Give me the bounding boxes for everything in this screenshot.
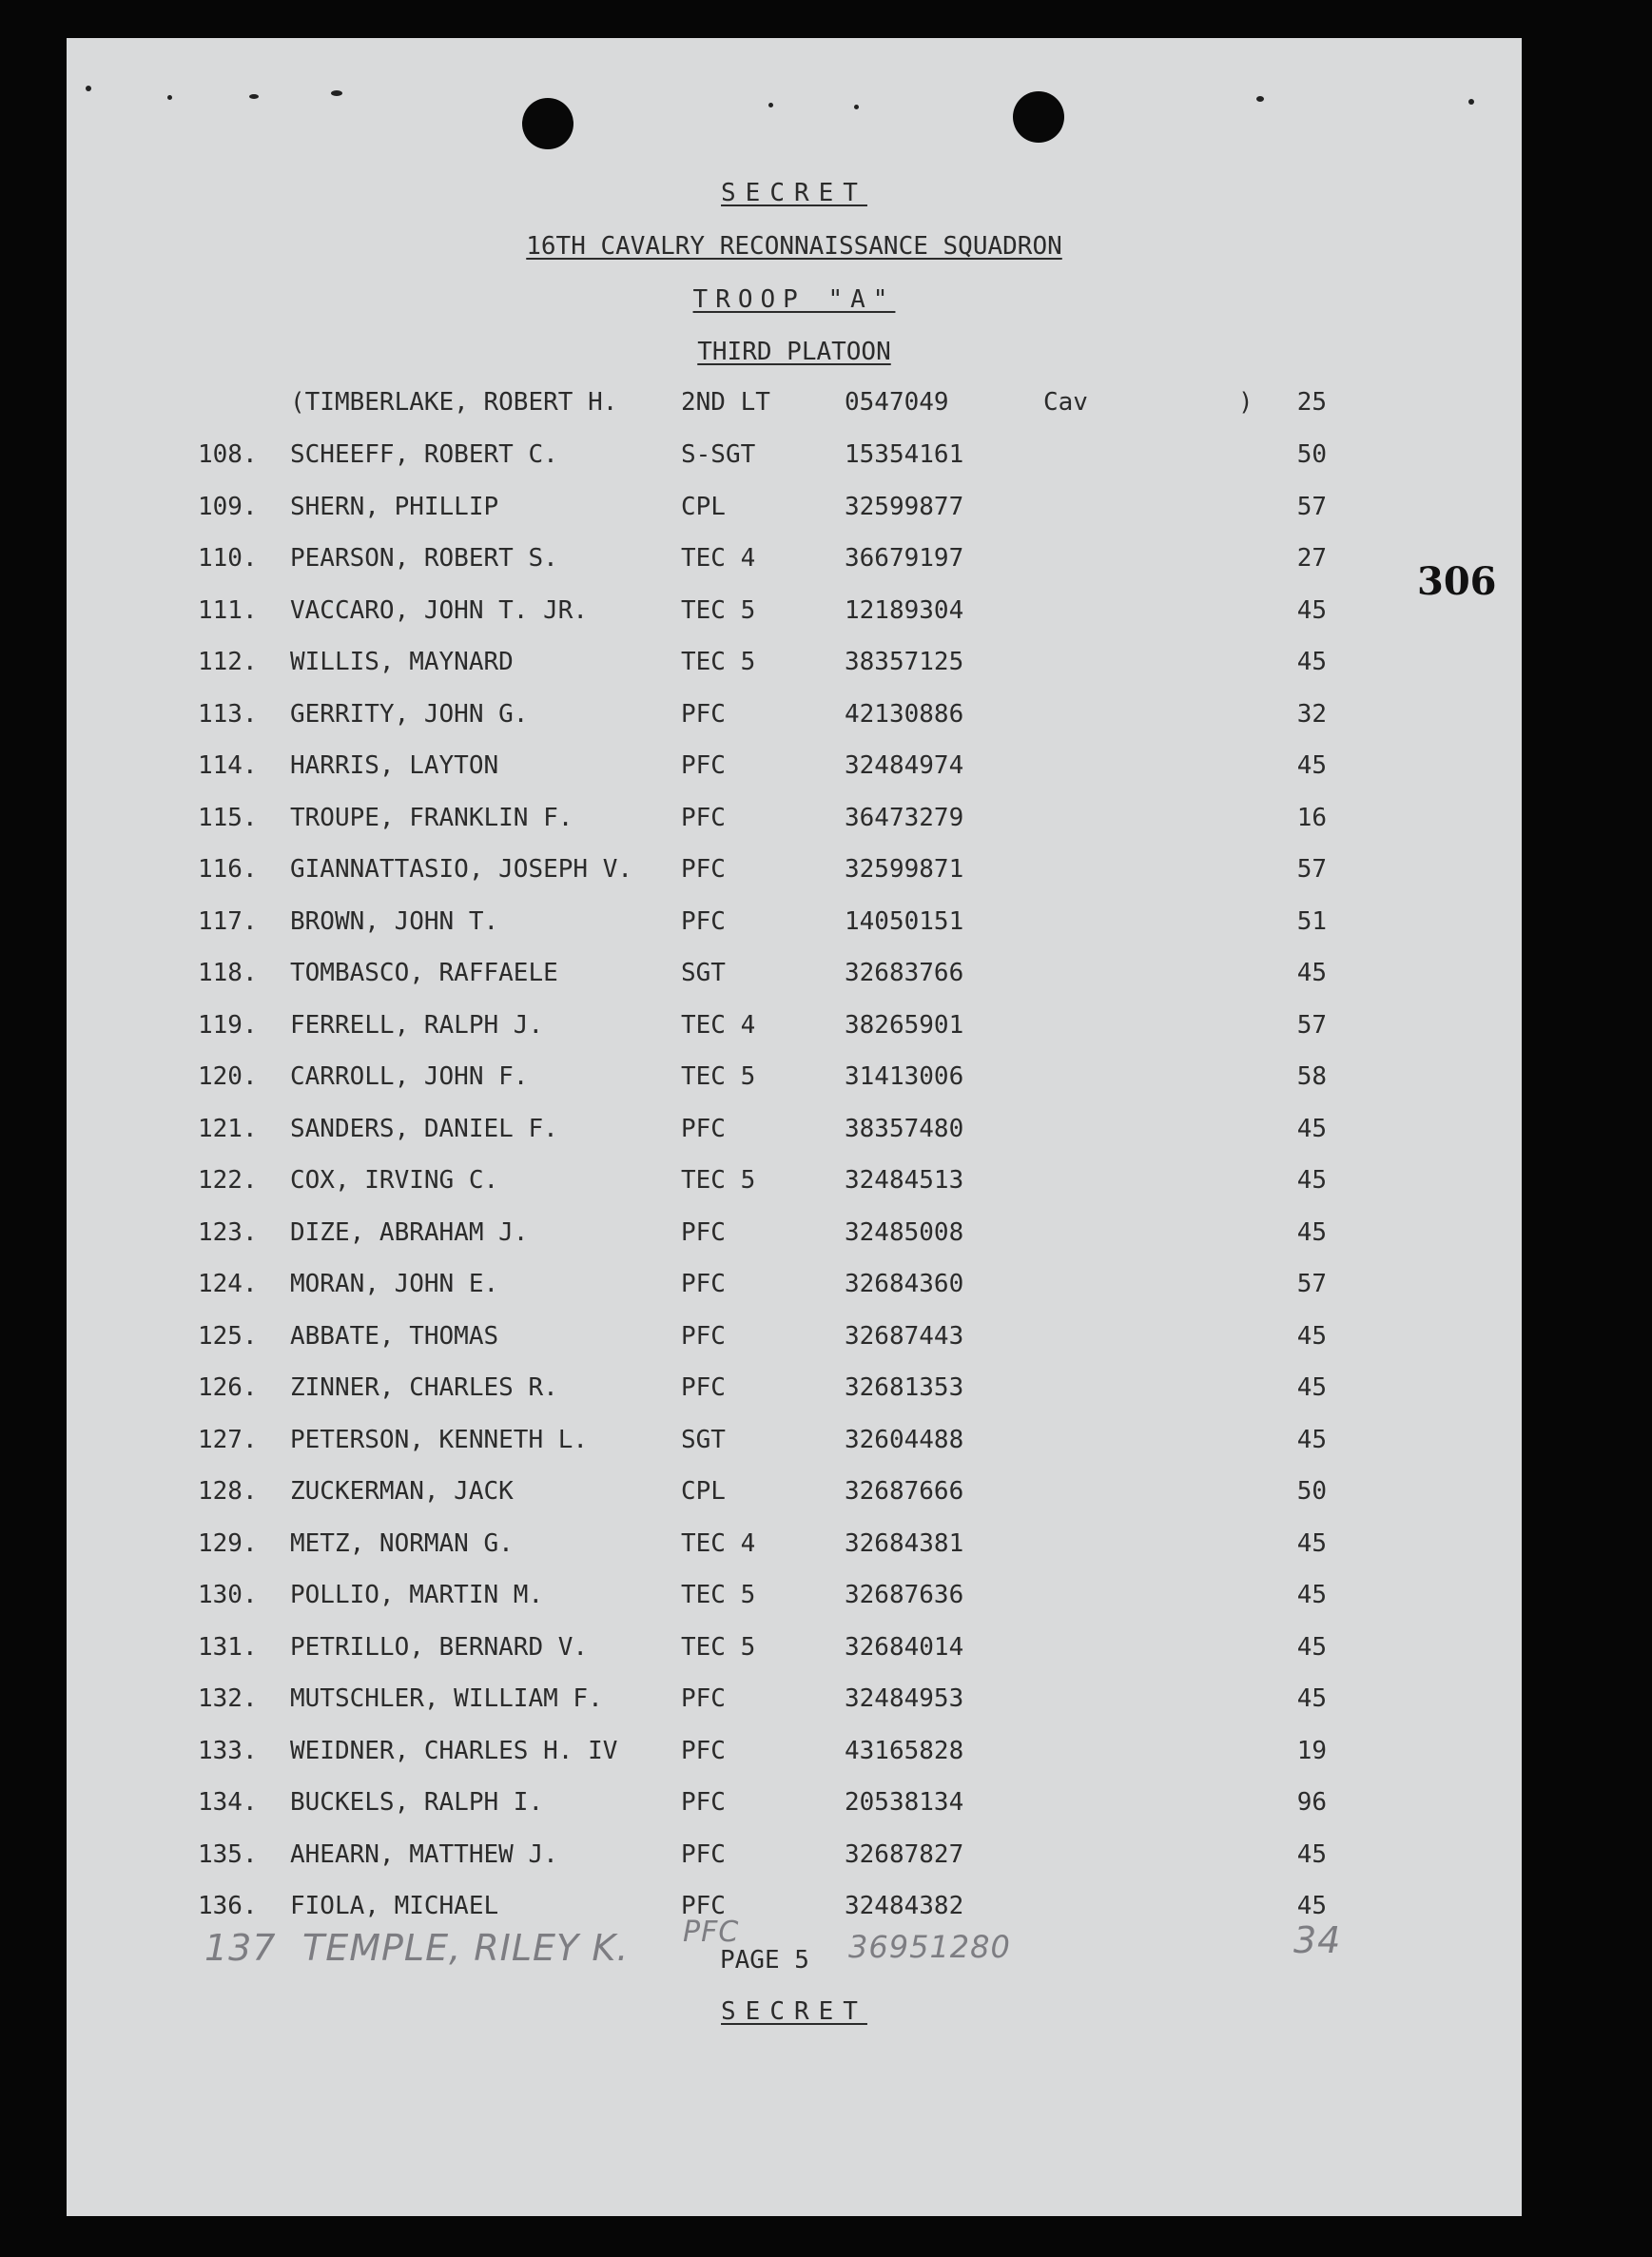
officer-row — [0, 388, 1652, 426]
row-rank: PFC — [681, 700, 726, 729]
row-points: 51 — [1296, 907, 1327, 936]
row-rank: TEC 4 — [681, 544, 756, 573]
roster-row — [0, 1788, 1652, 1826]
row-name: FIOLA, MICHAEL — [290, 1892, 499, 1920]
handwritten-points: 34 — [1293, 1919, 1342, 1961]
row-rank: PFC — [681, 1684, 726, 1713]
row-serial: 32485008 — [845, 1218, 964, 1247]
row-name: ZUCKERMAN, JACK — [290, 1477, 514, 1506]
row-points: 45 — [1296, 1115, 1327, 1143]
row-number: 111. — [198, 596, 258, 625]
row-rank: S-SGT — [681, 440, 756, 469]
row-number: 130. — [198, 1581, 258, 1609]
row-points: 58 — [1296, 1062, 1327, 1091]
unit-title: 16TH CAVALRY RECONNAISSANCE SQUADRON — [526, 232, 1062, 261]
row-points: 45 — [1296, 959, 1327, 987]
row-rank: TEC 5 — [681, 1062, 756, 1091]
handwritten-row — [0, 1916, 1652, 1969]
row-number: 131. — [198, 1633, 258, 1662]
row-name: ABBATE, THOMAS — [290, 1322, 499, 1351]
row-points: 96 — [1296, 1788, 1327, 1817]
row-points: 45 — [1296, 596, 1327, 625]
row-number: 121. — [198, 1115, 258, 1143]
row-points: 57 — [1296, 1011, 1327, 1040]
row-number: 123. — [198, 1218, 258, 1247]
row-points: 45 — [1296, 1684, 1327, 1713]
roster-row — [0, 1166, 1652, 1204]
row-serial: 38265901 — [845, 1011, 964, 1040]
row-serial: 43165828 — [845, 1737, 964, 1765]
row-number: 113. — [198, 700, 258, 729]
row-serial: 36473279 — [845, 804, 964, 832]
handwritten-number: 137 — [204, 1927, 277, 1969]
officer-points: 25 — [1296, 388, 1327, 417]
row-rank: TEC 5 — [681, 648, 756, 676]
row-serial: 38357480 — [845, 1115, 964, 1143]
speck — [854, 105, 859, 109]
row-number: 136. — [198, 1892, 258, 1920]
roster-row — [0, 1684, 1652, 1722]
row-rank: PFC — [681, 804, 726, 832]
row-rank: PFC — [681, 1788, 726, 1817]
row-number: 114. — [198, 751, 258, 780]
row-name: PETRILLO, BERNARD V. — [290, 1633, 589, 1662]
punch-hole-left — [522, 98, 573, 149]
row-number: 124. — [198, 1270, 258, 1298]
row-points: 45 — [1296, 751, 1327, 780]
row-rank: PFC — [681, 907, 726, 936]
row-points: 45 — [1296, 1218, 1327, 1247]
roster-row — [0, 1426, 1652, 1464]
row-serial: 36679197 — [845, 544, 964, 573]
row-name: TOMBASCO, RAFFAELE — [290, 959, 558, 987]
classification-footer: SECRET — [721, 1997, 867, 2026]
roster-row — [0, 1322, 1652, 1360]
row-serial: 32599877 — [845, 493, 964, 521]
row-number: 125. — [198, 1322, 258, 1351]
roster-row — [0, 1270, 1652, 1308]
row-rank: PFC — [681, 1737, 726, 1765]
row-name: MUTSCHLER, WILLIAM F. — [290, 1684, 603, 1713]
row-name: COX, IRVING C. — [290, 1166, 499, 1195]
row-rank: PFC — [681, 1840, 726, 1869]
roster-row — [0, 596, 1652, 634]
officer-bracket: ) — [1238, 388, 1254, 417]
row-number: 128. — [198, 1477, 258, 1506]
row-serial: 32604488 — [845, 1426, 964, 1454]
row-number: 134. — [198, 1788, 258, 1817]
roster-row — [0, 751, 1652, 789]
row-number: 133. — [198, 1737, 258, 1765]
row-rank: SGT — [681, 1426, 726, 1454]
speck — [1256, 96, 1264, 102]
row-number: 112. — [198, 648, 258, 676]
roster-row — [0, 1218, 1652, 1256]
row-name: BUCKELS, RALPH I. — [290, 1788, 544, 1817]
row-name: PEARSON, ROBERT S. — [290, 544, 558, 573]
row-serial: 32687666 — [845, 1477, 964, 1506]
row-points: 45 — [1296, 1581, 1327, 1609]
row-serial: 32684360 — [845, 1270, 964, 1298]
speck — [86, 86, 91, 91]
row-name: DIZE, ABRAHAM J. — [290, 1218, 529, 1247]
row-serial: 32484382 — [845, 1892, 964, 1920]
roster-row — [0, 1840, 1652, 1878]
row-name: HARRIS, LAYTON — [290, 751, 499, 780]
row-name: MORAN, JOHN E. — [290, 1270, 499, 1298]
row-points: 16 — [1296, 804, 1327, 832]
row-number: 110. — [198, 544, 258, 573]
row-serial: 15354161 — [845, 440, 964, 469]
row-rank: PFC — [681, 855, 726, 884]
row-points: 45 — [1296, 648, 1327, 676]
row-rank: TEC 5 — [681, 1633, 756, 1662]
row-serial: 32683766 — [845, 959, 964, 987]
row-name: WILLIS, MAYNARD — [290, 648, 514, 676]
handwritten-name: TEMPLE, RILEY K. — [302, 1927, 630, 1969]
roster-row — [0, 493, 1652, 531]
row-serial: 20538134 — [845, 1788, 964, 1817]
row-number: 108. — [198, 440, 258, 469]
row-name: METZ, NORMAN G. — [290, 1529, 514, 1558]
row-rank: TEC 5 — [681, 596, 756, 625]
row-serial: 32681353 — [845, 1373, 964, 1402]
row-name: ZINNER, CHARLES R. — [290, 1373, 558, 1402]
row-rank: PFC — [681, 1270, 726, 1298]
officer-serial: 0547049 — [845, 388, 949, 417]
row-rank: TEC 5 — [681, 1166, 756, 1195]
roster-row — [0, 1373, 1652, 1411]
row-rank: CPL — [681, 1477, 726, 1506]
roster-row — [0, 648, 1652, 686]
row-number: 117. — [198, 907, 258, 936]
troop-title: TROOP "A" — [692, 285, 896, 314]
roster-row — [0, 1737, 1652, 1775]
roster-row — [0, 1011, 1652, 1049]
row-number: 116. — [198, 855, 258, 884]
roster-row — [0, 959, 1652, 997]
speck — [249, 94, 259, 99]
row-name: AHEARN, MATTHEW J. — [290, 1840, 558, 1869]
roster-row — [0, 1062, 1652, 1100]
row-number: 115. — [198, 804, 258, 832]
row-points: 57 — [1296, 855, 1327, 884]
row-points: 50 — [1296, 1477, 1327, 1506]
row-points: 45 — [1296, 1529, 1327, 1558]
row-number: 127. — [198, 1426, 258, 1454]
punch-hole-right — [1013, 91, 1064, 143]
classification-header: SECRET — [721, 179, 867, 207]
row-number: 135. — [198, 1840, 258, 1869]
row-rank: PFC — [681, 1373, 726, 1402]
row-serial: 32599871 — [845, 855, 964, 884]
row-number: 120. — [198, 1062, 258, 1091]
row-name: POLLIO, MARTIN M. — [290, 1581, 544, 1609]
row-points: 45 — [1296, 1633, 1327, 1662]
officer-name: (TIMBERLAKE, ROBERT H. — [290, 388, 618, 417]
row-serial: 31413006 — [845, 1062, 964, 1091]
row-points: 45 — [1296, 1892, 1327, 1920]
row-serial: 32484513 — [845, 1166, 964, 1195]
row-rank: CPL — [681, 493, 726, 521]
roster-row — [0, 1581, 1652, 1619]
row-serial: 32684381 — [845, 1529, 964, 1558]
row-rank: TEC 4 — [681, 1011, 756, 1040]
row-name: WEIDNER, CHARLES H. IV — [290, 1737, 618, 1765]
roster-row — [0, 804, 1652, 842]
row-rank: TEC 5 — [681, 1581, 756, 1609]
row-points: 32 — [1296, 700, 1327, 729]
speck — [768, 103, 773, 107]
row-points: 45 — [1296, 1426, 1327, 1454]
roster-row — [0, 700, 1652, 738]
officer-rank: 2ND LT — [681, 388, 770, 417]
row-name: SCHEEFF, ROBERT C. — [290, 440, 558, 469]
roster-row — [0, 1529, 1652, 1567]
row-rank: PFC — [681, 751, 726, 780]
row-name: CARROLL, JOHN F. — [290, 1062, 529, 1091]
speck — [331, 90, 342, 96]
row-serial: 42130886 — [845, 700, 964, 729]
row-name: BROWN, JOHN T. — [290, 907, 499, 936]
roster-row — [0, 1633, 1652, 1671]
row-name: SANDERS, DANIEL F. — [290, 1115, 558, 1143]
row-points: 19 — [1296, 1737, 1327, 1765]
row-number: 132. — [198, 1684, 258, 1713]
handwritten-serial: 36951280 — [848, 1929, 1011, 1965]
row-points: 45 — [1296, 1373, 1327, 1402]
row-rank: PFC — [681, 1218, 726, 1247]
speck — [1468, 99, 1474, 105]
row-serial: 32687827 — [845, 1840, 964, 1869]
officer-branch: Cav — [1043, 388, 1088, 417]
roster-row — [0, 1892, 1652, 1930]
row-number: 129. — [198, 1529, 258, 1558]
row-serial: 32484953 — [845, 1684, 964, 1713]
row-serial: 14050151 — [845, 907, 964, 936]
row-serial: 32484974 — [845, 751, 964, 780]
row-name: PETERSON, KENNETH L. — [290, 1426, 589, 1454]
row-number: 118. — [198, 959, 258, 987]
row-name: SHERN, PHILLIP — [290, 493, 499, 521]
handwritten-rank: PFC — [683, 1916, 740, 1949]
row-number: 126. — [198, 1373, 258, 1402]
roster-row — [0, 855, 1652, 893]
roster-row — [0, 544, 1652, 582]
row-name: GIANNATTASIO, JOSEPH V. — [290, 855, 633, 884]
row-name: GERRITY, JOHN G. — [290, 700, 529, 729]
row-rank: PFC — [681, 1115, 726, 1143]
roster-row — [0, 1477, 1652, 1515]
row-serial: 32684014 — [845, 1633, 964, 1662]
row-name: TROUPE, FRANKLIN F. — [290, 804, 573, 832]
page-stamp-number: 306 — [1417, 559, 1497, 604]
row-rank: PFC — [681, 1892, 726, 1920]
row-number: 109. — [198, 493, 258, 521]
row-points: 57 — [1296, 493, 1327, 521]
row-points: 45 — [1296, 1322, 1327, 1351]
row-rank: TEC 4 — [681, 1529, 756, 1558]
row-number: 119. — [198, 1011, 258, 1040]
row-points: 45 — [1296, 1840, 1327, 1869]
page-label: PAGE 5 — [720, 1946, 809, 1975]
row-name: FERRELL, RALPH J. — [290, 1011, 544, 1040]
row-points: 50 — [1296, 440, 1327, 469]
row-rank: PFC — [681, 1322, 726, 1351]
roster-row — [0, 907, 1652, 945]
row-points: 27 — [1296, 544, 1327, 573]
platoon-title: THIRD PLATOON — [697, 338, 891, 366]
row-serial: 32687636 — [845, 1581, 964, 1609]
row-serial: 38357125 — [845, 648, 964, 676]
roster-row — [0, 440, 1652, 478]
row-serial: 32687443 — [845, 1322, 964, 1351]
row-serial: 12189304 — [845, 596, 964, 625]
speck — [167, 95, 172, 100]
row-points: 57 — [1296, 1270, 1327, 1298]
row-name: VACCARO, JOHN T. JR. — [290, 596, 589, 625]
row-rank: SGT — [681, 959, 726, 987]
row-number: 122. — [198, 1166, 258, 1195]
roster-row — [0, 1115, 1652, 1153]
row-points: 45 — [1296, 1166, 1327, 1195]
